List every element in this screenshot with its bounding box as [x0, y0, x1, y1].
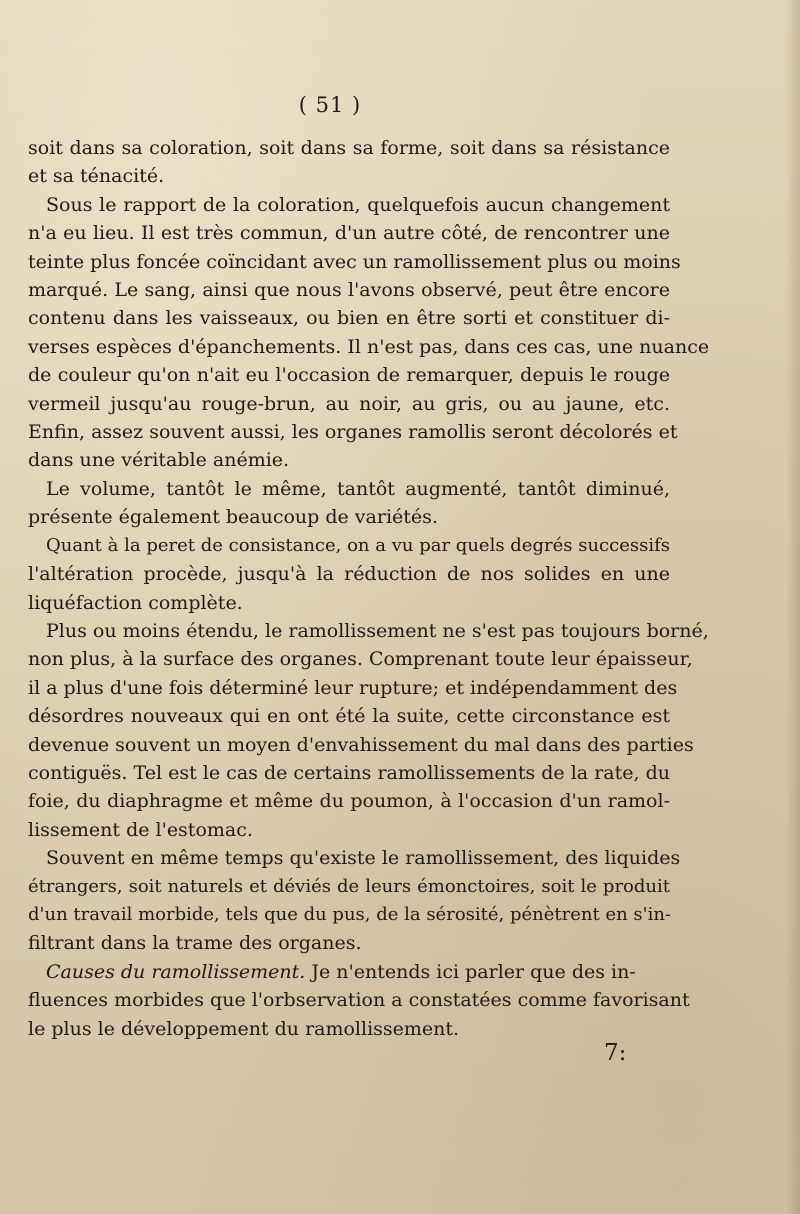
text-line: soit dans sa coloration, soit dans sa forme, soit dans sa résistance: [28, 137, 670, 159]
text-line: verses espèces d'épanchements. Il n'est pas, dans ces cas, une nuance: [28, 335, 710, 358]
text-line: devenue souvent un moyen d'envahissement du mal dans des parties: [28, 733, 694, 756]
text-line: étrangers, soit naturels et déviés de leurs émonctoires, soit le produit: [28, 875, 670, 897]
signature-mark: 7:: [604, 1040, 627, 1066]
body-text: [28, 134, 710, 1043]
text-line: filtrant dans la trame des organes.: [28, 932, 362, 955]
text-line: foie, du diaphragme et même du poumon, à l'occasion d'un ramol-: [28, 790, 670, 813]
text-line: marqué. Le sang, ainsi que nous l'avons observé, peut être encore: [28, 279, 670, 302]
text-line: le plus le développement du ramollissement.: [28, 1017, 460, 1040]
text-line: désordres nouveaux qui en ont été la suite, cette circonstance est: [28, 705, 670, 728]
text-line: Sous le rapport de la coloration, quelquefois aucun changement: [46, 193, 670, 216]
text-line: teinte plus foncée coïncidant avec un ramollissement plus ou moins: [28, 250, 681, 273]
text-line: Plus ou moins étendu, le ramollissement ne s'est pas toujours borné,: [46, 619, 709, 642]
text-line: liquéfaction complète.: [28, 591, 243, 614]
page-number: ( 51 ): [298, 93, 362, 117]
text-line: il a plus d'une fois déterminé leur rupture; et indépendamment des: [28, 676, 678, 699]
text-line: fluences morbides que l'orbservation a constatées comme favorisant: [28, 989, 690, 1012]
text-line: Quant à la peret de consistance, on a vu par quels degrés successifs: [46, 534, 670, 556]
text-line: l'altération procède, jusqu'à la réduction de nos solides en une: [28, 563, 670, 586]
text-line: Le volume, tantôt le même, tantôt augmenté, tantôt diminué,: [46, 477, 670, 500]
page-edge-shadow: [786, 0, 800, 1214]
text-line: présente également beaucoup de variétés.: [28, 506, 438, 529]
text-line: lissement de l'estomac.: [28, 818, 253, 841]
text-line: de couleur qu'on n'ait eu l'occasion de remarquer, depuis le rouge: [28, 364, 670, 387]
text-line: vermeil jusqu'au rouge-brun, au noir, au gris, ou au jaune, etc.: [28, 392, 670, 415]
text-line: et sa ténacité.: [28, 165, 165, 188]
text-line: Souvent en même temps qu'existe le ramollissement, des liquides: [46, 847, 681, 870]
text-line: d'un travail morbide, tels que du pus, de la sérosité, pénètrent en s'in-: [28, 903, 672, 925]
text-line: dans une véritable anémie.: [28, 449, 290, 472]
text-line: contiguës. Tel est le cas de certains ramollissements de la rate, du: [28, 761, 670, 784]
text-line-continuation: Je n'entends ici parler que des in-: [305, 960, 636, 983]
text-line: Enfin, assez souvent aussi, les organes ramollis seront décolorés et: [28, 421, 678, 444]
text-line: n'a eu lieu. Il est très commun, d'un autre côté, de rencontrer une: [28, 222, 670, 245]
section-heading: Causes du ramollissement.: [46, 960, 306, 983]
text-line: contenu dans les vaisseaux, ou bien en être sorti et constituer di-: [28, 307, 670, 330]
text-line: non plus, à la surface des organes. Comprenant toute leur épaisseur,: [28, 648, 693, 671]
text-line: [28, 958, 670, 986]
